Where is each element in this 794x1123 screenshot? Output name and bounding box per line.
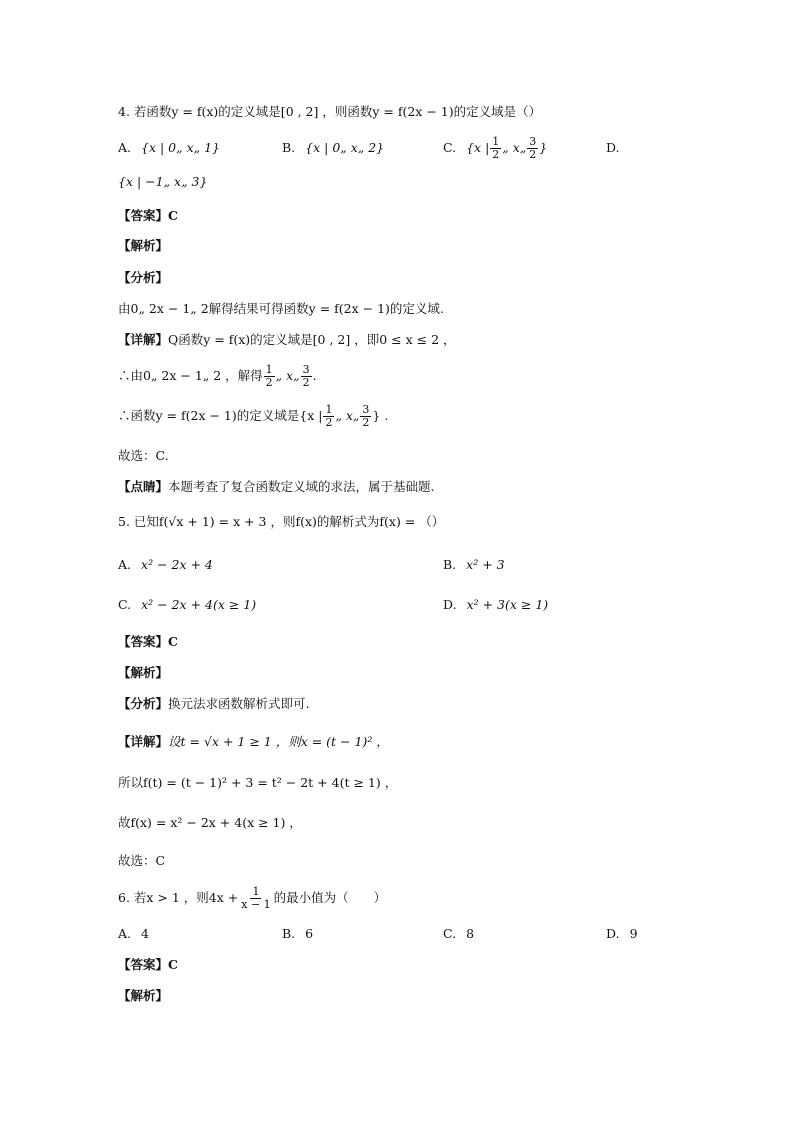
fraction [527,136,538,161]
fraction [360,404,371,429]
comment-label: 【点睛】 [118,479,169,494]
option-text-mid: „ x„ [502,140,527,156]
fraction [301,364,312,389]
q4-option-a [118,142,220,155]
option-key: B. [443,557,457,572]
fraction-num: 1 [325,403,333,416]
option-text: 8 [466,926,475,941]
option-text: x² − 2x + 4 [141,557,213,572]
option-key: B. [282,140,296,155]
q5-option-a [118,559,213,572]
q6-stem-post: 的最小值为（ ） [273,890,387,906]
q4-step2 [118,404,388,429]
q4-fenxi-text: 由0„ 2x − 1„ 2解得结果可得函数y = f(2x − 1)的定义域. [118,301,444,316]
q5-conclusion: 故选：C [118,853,166,868]
q6-stem-pre: 6. 若x > 1 ，则4x + [118,890,239,906]
fraction-den: 2 [265,376,273,390]
option-key: A. [118,140,132,155]
q5-analysis-label: 【解析】 [118,665,169,680]
option-text: 9 [629,926,638,941]
option-text: 4 [141,926,149,941]
q6-option-b [282,928,313,941]
option-text-post: } [539,140,548,156]
q4-fenxi-label: 【分析】 [118,270,169,285]
option-key: C. [443,926,457,941]
detail-label: 【详解】 [118,734,169,749]
q6-option-a [118,928,149,941]
option-key: D. [443,597,457,612]
q4-comment [118,481,435,494]
q4-detail [118,334,456,347]
fraction-num: 3 [302,363,310,376]
q6-option-d [606,928,638,941]
q5-option-d [443,599,548,612]
fenxi-label: 【分析】 [118,696,169,711]
fraction [490,136,501,161]
q5-detail [118,736,389,749]
option-text: {x | 0„ x„ 1} [141,140,220,155]
option-key: A. [118,557,132,572]
fraction-num: 1 [252,885,260,898]
option-text: x² + 3 [466,557,505,572]
q4-option-d-text [118,176,207,189]
q5-stem: 5. 已知f(√x + 1) = x + 3 ，则f(x)的解析式为f(x) = （） [118,514,445,529]
option-key: C. [443,140,457,156]
option-text: {x | 0„ x„ 2} [305,140,385,155]
option-text: 6 [305,926,314,941]
option-key: D. [606,140,620,155]
fraction [239,886,272,911]
q5-answer: 【答案】C [118,634,178,649]
option-text: {x | −1„ x„ 3} [118,174,208,189]
comment-text: 本题考查了复合函数定义域的求法，属于基础题. [168,479,435,494]
option-key: A. [118,926,132,941]
fraction-num: 3 [529,135,537,148]
q4-analysis-label: 【解析】 [118,238,169,253]
option-text: x² + 3(x ≥ 1) [466,597,549,612]
step2-pre: ∴函数y = f(2x − 1)的定义域是{x | [118,408,323,424]
fraction-den: 2 [302,376,310,390]
q4-step1 [118,364,317,389]
detail-text: 设t = √x + 1 ≥ 1 ，则x = (t − 1)² ， [168,734,389,749]
step1-pre: ∴由0„ 2x − 1„ 2 ，解得 [118,368,263,384]
option-key: C. [118,597,132,612]
detail-text: Q函数y = f(x)的定义域是[0 , 2] ，即0 ≤ x ≤ 2 ， [168,332,456,347]
fenxi-text: 换元法求函数解析式即可. [168,696,310,711]
q6-answer: 【答案】C [118,957,178,972]
q4-conclusion: 故选：C. [118,448,169,463]
q5-fenxi [118,698,310,711]
step1-mid: „ x„ [275,368,300,384]
fraction-num: 1 [492,135,500,148]
fraction-num: 3 [362,403,370,416]
q4-stem: 4. 若函数y = f(x)的定义域是[0 , 2] ，则函数y = f(2x − 1)的定义域是（） [118,104,542,119]
fraction-den: 2 [529,148,537,162]
fraction-den: x − 1 [241,898,271,912]
q5-option-c [118,599,256,612]
q4-option-d-key [606,142,620,155]
q6-option-c [443,928,474,941]
q5-option-b [443,559,505,572]
q6-stem [118,886,386,911]
q5-step1: 所以f(t) = (t − 1)² + 3 = t² − 2t + 4(t ≥ 1) ， [118,775,398,790]
fraction-den: 2 [362,416,370,430]
step2-post: } . [372,408,389,424]
detail-label: 【详解】 [118,332,169,347]
fraction [323,404,334,429]
option-text-pre: {x | [466,140,490,156]
q4-answer: 【答案】C [118,208,178,223]
step2-mid: „ x„ [335,408,360,424]
fraction [264,364,275,389]
option-key: D. [606,926,620,941]
option-text: x² − 2x + 4(x ≥ 1) [141,597,257,612]
q4-option-c [443,136,547,161]
q4-option-b [282,142,384,155]
q6-analysis-label: 【解析】 [118,988,169,1003]
fraction-num: 1 [265,363,273,376]
fraction-den: 2 [325,416,333,430]
q5-step2: 故f(x) = x² − 2x + 4(x ≥ 1) ， [118,815,302,830]
option-key: B. [282,926,296,941]
fraction-den: 2 [492,148,500,162]
step1-post: . [312,368,317,384]
